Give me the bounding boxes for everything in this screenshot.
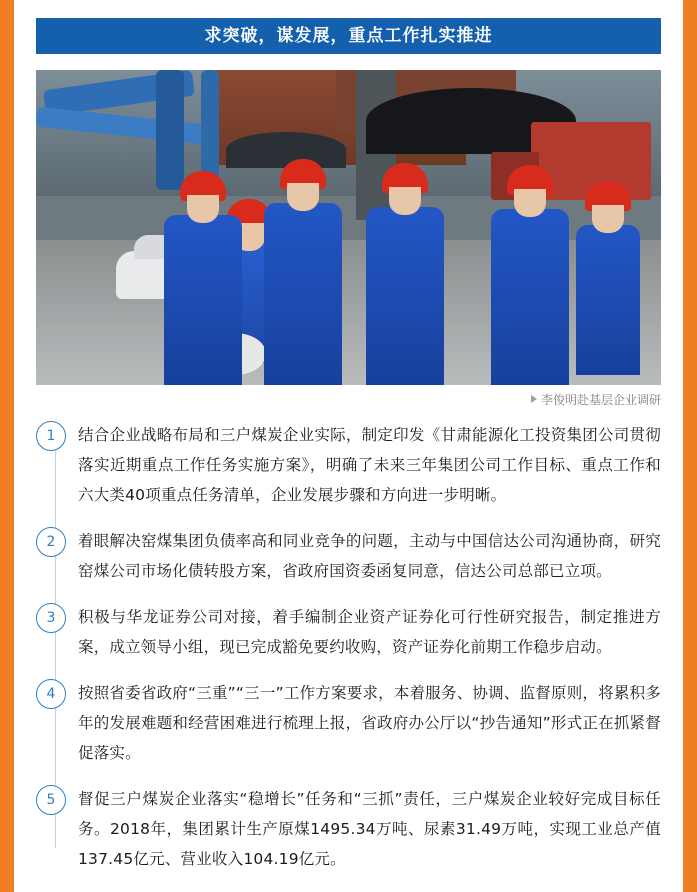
photo-face [287,183,319,211]
photo-worker [576,225,640,375]
photo-face [514,189,546,217]
list-item-number: 2 [36,527,66,557]
photo-worker [491,209,569,385]
list-item [36,678,661,768]
document-content [14,0,683,892]
photo-umbrella [226,132,346,168]
photo-caption-text: 李俊明赴基层企业调研 [540,393,661,407]
left-orange-rail [0,0,14,892]
list-item [36,602,661,662]
list-item-number: 3 [36,603,66,633]
list-item-text: 着眼解决窑煤集团负债率高和同业竞争的问题，主动与中国信达公司沟通协商，研究窑煤公司市场化债转股方案，省政府国资委函复同意，信达公司总部已立项。 [78,532,661,580]
list-item-number: 4 [36,679,66,709]
photo-face [389,187,421,215]
page-title: 求突破，谋发展，重点工作扎实推进 [36,18,661,54]
photo-face [592,205,624,233]
list-item-text: 结合企业战略布局和三户煤炭企业实际，制定印发《甘肃能源化工投资集团公司贯彻落实近期重点工作任务实施方案》，明确了未来三年集团公司工作目标、重点工作和六大类40项重点任务清单，企业发展步骤和方向进一步明晰。 [78,426,661,504]
photo-worker [164,215,242,385]
list-item-text: 积极与华龙证券公司对接，着手编制企业资产证券化可行性研究报告，制定推进方案，成立领导小组，现已完成豁免要约收购，资产证券化前期工作稳步启动。 [78,608,661,656]
right-orange-rail [683,0,697,892]
list-item-text: 督促三户煤炭企业落实“稳增长”任务和“三抓”责任，三户煤炭企业较好完成目标任务。2018年，集团累计生产原煤1495.34万吨、尿素31.49万吨，实现工业总产值137.45亿元、营业收入104.19亿元。 [78,790,661,868]
numbered-list [36,420,661,874]
photo-worker [366,207,444,385]
list-item-number: 5 [36,785,66,815]
list-item [36,526,661,586]
photo-face [187,195,219,223]
list-item-number: 1 [36,421,66,451]
photo-pipe [156,70,184,190]
photo-worker [264,203,342,385]
site-inspection-photo [36,70,661,385]
triangle-marker-icon [531,395,537,403]
banner-container [14,0,683,54]
list-item [36,784,661,874]
photo-caption [36,391,661,408]
list-item-text: 按照省委省政府“三重”“三一”工作方案要求，本着服务、协调、监督原则，将累积多年的发展难题和经营困难进行梳理上报，省政府办公厅以“抄告通知”形式正在抓紧督促落实。 [78,684,661,762]
photo-container [36,70,661,385]
list-item [36,420,661,510]
